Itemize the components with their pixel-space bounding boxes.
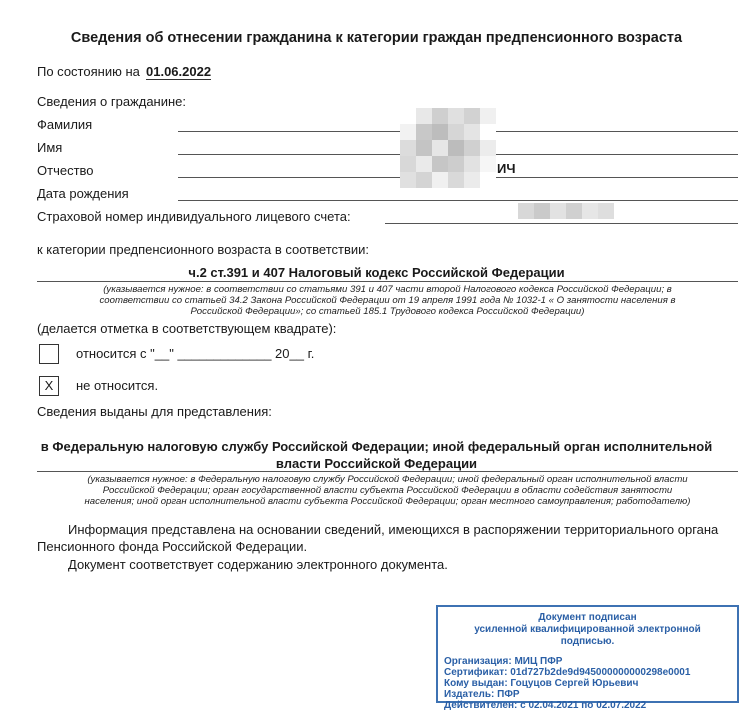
birthdate-line (178, 200, 738, 201)
recipient: в Федеральную налоговую службу Российской Федерации; иной федеральный орган исполнительной власти Российской Федерации (40, 439, 713, 471)
mark-note: (делается отметка в соответствующем квадрате): (37, 321, 337, 336)
recipient-line (37, 471, 738, 472)
signature-certificate: Сертификат: 01d727b2de9d945000000000298e0001 (444, 667, 691, 678)
signature-header: Документ подписан усиленной квалифицированной электронной подписью. (474, 612, 701, 647)
as-of-label: По состоянию на (37, 64, 140, 79)
category-intro: к категории предпенсионного возраста в соответствии: (37, 242, 370, 257)
citizen-heading: Сведения о гражданине: (37, 94, 187, 109)
not-applies-text: не относится. (76, 378, 159, 393)
category-note: (указывается нужное: в соответствии со статьями 391 и 407 части второй Налогового кодекса Российской Федерации; в соответствии со статьей 34.2 Закона Российской Федерации от 19 апреля 1991 года № 1032-1 « О занятости населения в Российской Федерации»; со статьей 185.1 Трудового кодекса Российской Федерации) (99, 284, 676, 317)
info-line-1: Информация представлена на основании сведений, имеющихся в распоряжении территориального органа (68, 522, 719, 537)
recipient-note: (указывается нужное: в Федеральную налоговую службу Российской Федерации; иной федеральный орган исполнительной власти Российской Федерации; орган государственной власти субъекта Российской Федерации в области содействия занятости населения; иной орган исполнительной власти субъекта Российской Федерации; орган местного самоуправления; работодателю) (84, 474, 691, 507)
signature-validity: Действителен: с 02.04.2021 по 02.07.2022 (444, 700, 647, 711)
name-label: Имя (37, 140, 63, 155)
category-basis: ч.2 ст.391 и 407 Налоговый кодекс Российской Федерации (188, 265, 565, 280)
as-of-date: 01.06.2022 (146, 64, 212, 79)
applies-text: относится с "__" _____________ 20__ г. (76, 346, 315, 361)
snils-line (385, 223, 738, 224)
patronymic-label: Отчество (37, 163, 94, 178)
redacted-snils (518, 203, 614, 219)
signature-details (444, 656, 737, 711)
snils-label: Страховой номер индивидуального лицевого счета: (37, 209, 351, 224)
signature-issuer: Издатель: ПФР (444, 689, 520, 700)
birthdate-label: Дата рождения (37, 186, 129, 201)
presented-heading: Сведения выданы для представления: (37, 404, 272, 419)
surname-label: Фамилия (37, 117, 93, 132)
conformity-statement: Документ соответствует содержанию электронного документа. (68, 557, 448, 572)
signature-organization: Организация: МИЦ ПФР (444, 656, 563, 667)
basis-line (37, 281, 738, 282)
patronymic-suffix: ИЧ (497, 161, 516, 176)
not-applies-checkbox[interactable]: X (39, 376, 59, 396)
signature-issued-to: Кому выдан: Гоцуцов Сергей Юрьевич (444, 678, 639, 689)
redacted-personal-data (400, 108, 496, 188)
applies-checkbox[interactable] (39, 344, 59, 364)
electronic-signature-stamp (436, 605, 739, 711)
document-title: Сведения об отнесении гражданина к категории граждан предпенсионного возраста (70, 30, 683, 46)
info-line-2: Пенсионного фонда Российской Федерации. (37, 539, 308, 554)
